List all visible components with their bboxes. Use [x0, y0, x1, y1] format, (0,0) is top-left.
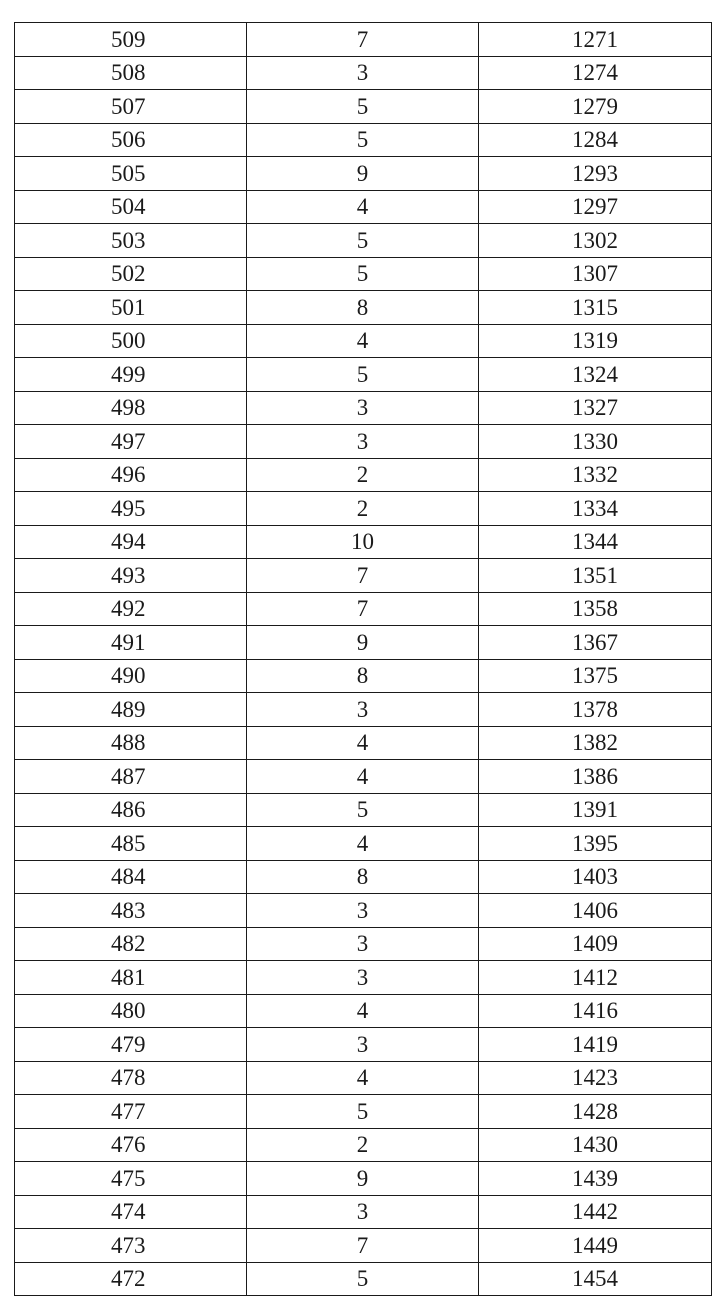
count-cell: 2: [247, 458, 479, 492]
score-cell: 474: [15, 1195, 247, 1229]
cum-cell: 1430: [479, 1128, 712, 1162]
count-cell: 5: [247, 793, 479, 827]
table-body: [15, 23, 712, 1296]
cum-cell: 1271: [479, 23, 712, 57]
cum-cell: 1302: [479, 224, 712, 258]
score-cell: 503: [15, 224, 247, 258]
cum-cell: 1416: [479, 994, 712, 1028]
score-cell: 476: [15, 1128, 247, 1162]
count-cell: 4: [247, 827, 479, 861]
table-row: [15, 592, 712, 626]
score-cell: 499: [15, 358, 247, 392]
table-row: [15, 1061, 712, 1095]
cum-cell: 1454: [479, 1262, 712, 1296]
table-row: [15, 659, 712, 693]
table-row: [15, 1028, 712, 1062]
table-row: [15, 693, 712, 727]
table-row: [15, 1195, 712, 1229]
score-table: [14, 22, 712, 1296]
count-cell: 8: [247, 291, 479, 325]
table-row: [15, 1162, 712, 1196]
score-cell: 493: [15, 559, 247, 593]
table-row: [15, 391, 712, 425]
score-cell: 483: [15, 894, 247, 928]
cum-cell: 1334: [479, 492, 712, 526]
cum-cell: 1439: [479, 1162, 712, 1196]
score-cell: 477: [15, 1095, 247, 1129]
cum-cell: 1351: [479, 559, 712, 593]
cum-cell: 1428: [479, 1095, 712, 1129]
table-row: [15, 257, 712, 291]
count-cell: 9: [247, 1162, 479, 1196]
table-row: [15, 760, 712, 794]
table-row: [15, 994, 712, 1028]
score-cell: 472: [15, 1262, 247, 1296]
score-cell: 484: [15, 860, 247, 894]
count-cell: 7: [247, 23, 479, 57]
count-cell: 8: [247, 860, 479, 894]
cum-cell: 1332: [479, 458, 712, 492]
cum-cell: 1344: [479, 525, 712, 559]
count-cell: 3: [247, 961, 479, 995]
score-cell: 479: [15, 1028, 247, 1062]
score-cell: 487: [15, 760, 247, 794]
cum-cell: 1293: [479, 157, 712, 191]
cum-cell: 1279: [479, 90, 712, 124]
table-row: [15, 157, 712, 191]
table-row: [15, 1095, 712, 1129]
count-cell: 8: [247, 659, 479, 693]
score-cell: 496: [15, 458, 247, 492]
score-cell: 508: [15, 56, 247, 90]
cum-cell: 1386: [479, 760, 712, 794]
count-cell: 4: [247, 190, 479, 224]
score-cell: 501: [15, 291, 247, 325]
table-row: [15, 90, 712, 124]
count-cell: 3: [247, 894, 479, 928]
count-cell: 3: [247, 425, 479, 459]
count-cell: 3: [247, 1195, 479, 1229]
cum-cell: 1449: [479, 1229, 712, 1263]
score-cell: 488: [15, 726, 247, 760]
count-cell: 5: [247, 90, 479, 124]
count-cell: 7: [247, 1229, 479, 1263]
cum-cell: 1358: [479, 592, 712, 626]
count-cell: 4: [247, 1061, 479, 1095]
score-cell: 498: [15, 391, 247, 425]
table-row: [15, 492, 712, 526]
cum-cell: 1442: [479, 1195, 712, 1229]
cum-cell: 1330: [479, 425, 712, 459]
score-cell: 489: [15, 693, 247, 727]
cum-cell: 1274: [479, 56, 712, 90]
count-cell: 10: [247, 525, 479, 559]
table-row: [15, 559, 712, 593]
score-cell: 478: [15, 1061, 247, 1095]
score-cell: 502: [15, 257, 247, 291]
count-cell: 5: [247, 358, 479, 392]
count-cell: 3: [247, 927, 479, 961]
table-row: [15, 726, 712, 760]
table-row: [15, 525, 712, 559]
count-cell: 5: [247, 1262, 479, 1296]
table-row: [15, 1128, 712, 1162]
count-cell: 2: [247, 1128, 479, 1162]
score-cell: 481: [15, 961, 247, 995]
table-row: [15, 1229, 712, 1263]
table-row: [15, 23, 712, 57]
table-row: [15, 190, 712, 224]
cum-cell: 1409: [479, 927, 712, 961]
cum-cell: 1406: [479, 894, 712, 928]
count-cell: 5: [247, 224, 479, 258]
score-cell: 482: [15, 927, 247, 961]
table-row: [15, 626, 712, 660]
count-cell: 5: [247, 1095, 479, 1129]
table-row: [15, 1262, 712, 1296]
score-cell: 492: [15, 592, 247, 626]
score-cell: 485: [15, 827, 247, 861]
count-cell: 5: [247, 123, 479, 157]
table-row: [15, 291, 712, 325]
table-row: [15, 324, 712, 358]
table-row: [15, 425, 712, 459]
cum-cell: 1412: [479, 961, 712, 995]
count-cell: 9: [247, 626, 479, 660]
table-row: [15, 123, 712, 157]
score-cell: 480: [15, 994, 247, 1028]
count-cell: 4: [247, 726, 479, 760]
count-cell: 5: [247, 257, 479, 291]
cum-cell: 1307: [479, 257, 712, 291]
count-cell: 7: [247, 559, 479, 593]
score-cell: 491: [15, 626, 247, 660]
count-cell: 9: [247, 157, 479, 191]
score-cell: 507: [15, 90, 247, 124]
cum-cell: 1367: [479, 626, 712, 660]
table-row: [15, 860, 712, 894]
cum-cell: 1423: [479, 1061, 712, 1095]
cum-cell: 1391: [479, 793, 712, 827]
cum-cell: 1284: [479, 123, 712, 157]
table-row: [15, 56, 712, 90]
score-cell: 497: [15, 425, 247, 459]
table-row: [15, 927, 712, 961]
cum-cell: 1324: [479, 358, 712, 392]
score-cell: 509: [15, 23, 247, 57]
table-row: [15, 793, 712, 827]
cum-cell: 1395: [479, 827, 712, 861]
score-cell: 473: [15, 1229, 247, 1263]
score-cell: 500: [15, 324, 247, 358]
cum-cell: 1403: [479, 860, 712, 894]
count-cell: 4: [247, 324, 479, 358]
cum-cell: 1315: [479, 291, 712, 325]
score-cell: 495: [15, 492, 247, 526]
count-cell: 7: [247, 592, 479, 626]
count-cell: 3: [247, 391, 479, 425]
cum-cell: 1327: [479, 391, 712, 425]
table-row: [15, 827, 712, 861]
table-row: [15, 894, 712, 928]
cum-cell: 1319: [479, 324, 712, 358]
count-cell: 3: [247, 56, 479, 90]
score-cell: 494: [15, 525, 247, 559]
count-cell: 2: [247, 492, 479, 526]
table-row: [15, 961, 712, 995]
table-row: [15, 224, 712, 258]
count-cell: 4: [247, 760, 479, 794]
cum-cell: 1419: [479, 1028, 712, 1062]
cum-cell: 1382: [479, 726, 712, 760]
score-cell: 490: [15, 659, 247, 693]
count-cell: 4: [247, 994, 479, 1028]
score-cell: 475: [15, 1162, 247, 1196]
cum-cell: 1297: [479, 190, 712, 224]
score-cell: 506: [15, 123, 247, 157]
score-cell: 504: [15, 190, 247, 224]
cum-cell: 1378: [479, 693, 712, 727]
count-cell: 3: [247, 1028, 479, 1062]
table-row: [15, 458, 712, 492]
cum-cell: 1375: [479, 659, 712, 693]
count-cell: 3: [247, 693, 479, 727]
score-cell: 505: [15, 157, 247, 191]
score-cell: 486: [15, 793, 247, 827]
table-row: [15, 358, 712, 392]
